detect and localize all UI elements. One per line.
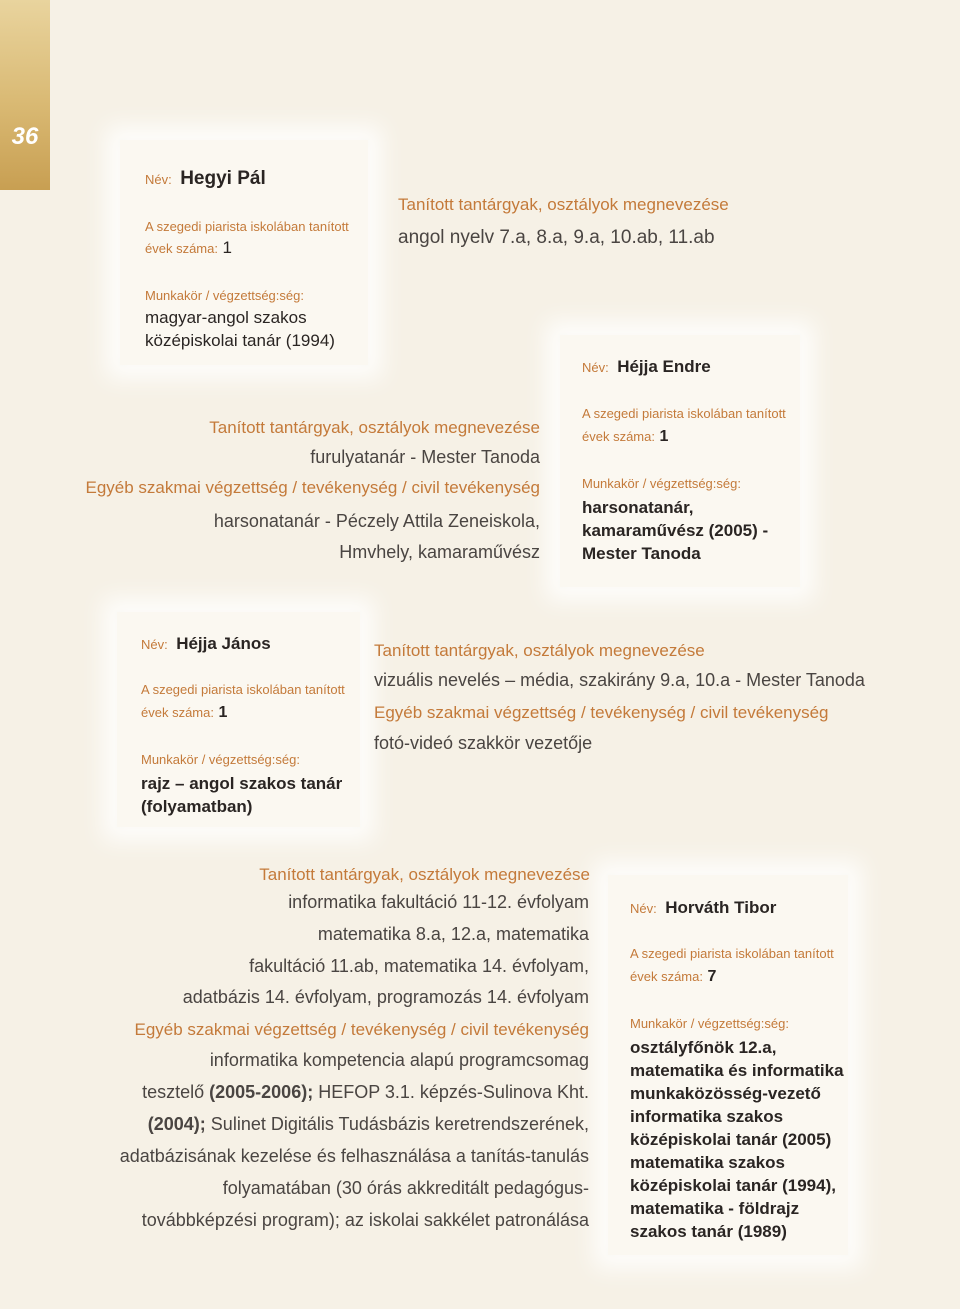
- position-line: Mester Tanoda: [582, 544, 701, 563]
- years-value: 1: [218, 704, 228, 721]
- years-row: [141, 704, 227, 722]
- name-label: Név:: [582, 360, 609, 375]
- position-line: informatika szakos: [630, 1107, 784, 1126]
- subjects-line: vizuális nevelés – média, szakirány 9.a, 10.a - Mester Tanoda: [374, 670, 865, 690]
- position-line: kamaraművész (2005) -: [582, 521, 769, 540]
- name-label: Név:: [630, 901, 657, 916]
- years-label-line1: A szegedi piarista iskolában tanított: [582, 406, 786, 421]
- other-line: [148, 1114, 589, 1135]
- years-label-line1: A szegedi piarista iskolában tanított: [145, 219, 349, 234]
- position-label: Munkakör / végzettség:ség:: [145, 288, 304, 303]
- years-value: 1: [659, 428, 669, 445]
- other-text: HEFOP 3.1. képzés-Sulinova Kht.: [313, 1082, 589, 1102]
- other-line: [142, 1082, 589, 1103]
- teacher-name: Hegyi Pál: [180, 168, 266, 189]
- other-line: fotó-videó szakkör vezetője: [374, 733, 593, 753]
- position-line: szakos tanár (1989): [630, 1222, 787, 1241]
- teacher-name: Horváth Tibor: [665, 898, 777, 917]
- position-line: középiskolai tanár (2005): [630, 1130, 832, 1149]
- other-text: Sulinet Digitális Tudásbázis keretrendszerének,: [205, 1114, 589, 1134]
- other-line: adatbázisának kezelése és felhasználása a tanítás-tanulás: [119, 1146, 589, 1166]
- years-label-line1: A szegedi piarista iskolában tanított: [630, 946, 834, 961]
- years-row: [582, 428, 668, 446]
- subjects-line: angol nyelv 7.a, 8.a, 9.a, 10.ab, 11.ab: [398, 227, 715, 248]
- position-label: Munkakör / végzettség:ség:: [582, 476, 741, 491]
- position-label: Munkakör / végzettség:ség:: [630, 1016, 789, 1031]
- other-line: informatika kompetencia alapú programcsomag: [209, 1050, 589, 1070]
- position-line: matematika és informatika: [630, 1061, 844, 1080]
- page-number: 36: [11, 123, 39, 150]
- position-line: matematika szakos: [630, 1153, 785, 1172]
- other-heading: Egyéb szakmai végzettség / tevékenység / civil tevékenység: [134, 1020, 589, 1039]
- name-label: Név:: [145, 172, 172, 187]
- subjects-heading: Tanított tantárgyak, osztályok megnevezése: [209, 418, 540, 437]
- position-line: osztályfőnök 12.a,: [630, 1038, 777, 1057]
- years-label-line1: A szegedi piarista iskolában tanított: [141, 682, 345, 697]
- name-row: [145, 168, 266, 190]
- name-row: [582, 357, 711, 377]
- years-row: [630, 968, 716, 986]
- years-label-line2: évek száma:: [582, 429, 655, 444]
- other-heading: Egyéb szakmai végzettség / tevékenység / civil tevékenység: [85, 478, 540, 497]
- position-line: munkaközösség-vezető: [630, 1084, 821, 1103]
- subjects-heading: Tanított tantárgyak, osztályok megnevezése: [259, 865, 590, 884]
- subjects-line: matematika 8.a, 12.a, matematika: [317, 924, 589, 944]
- years-label-line2: évek száma:: [141, 705, 214, 720]
- other-heading: Egyéb szakmai végzettség / tevékenység / civil tevékenység: [374, 703, 829, 722]
- name-label: Név:: [141, 637, 168, 652]
- position-line: matematika - földrajz: [630, 1199, 800, 1218]
- years-row: [145, 238, 232, 258]
- other-text: tesztelő: [142, 1082, 210, 1102]
- other-line: harsonatanár - Péczely Attila Zeneiskola,: [213, 511, 540, 531]
- years-label-line2: évek száma:: [630, 969, 703, 984]
- name-row: [141, 634, 271, 654]
- other-line: Hmvhely, kamaraművész: [339, 542, 540, 562]
- name-row: [630, 898, 776, 918]
- subjects-heading: Tanított tantárgyak, osztályok megnevezése: [374, 641, 705, 660]
- subjects-line: adatbázis 14. évfolyam, programozás 14. évfolyam: [182, 987, 589, 1007]
- position-line: harsonatanár,: [582, 498, 694, 517]
- subjects-line: informatika fakultáció 11-12. évfolyam: [288, 892, 589, 912]
- position-line: (folyamatban): [141, 797, 253, 816]
- position-line: középiskolai tanár (1994): [145, 331, 335, 350]
- years-value: 1: [222, 238, 232, 257]
- subjects-heading: Tanított tantárgyak, osztályok megnevezése: [398, 195, 729, 214]
- position-line: rajz – angol szakos tanár: [141, 774, 343, 793]
- other-line: továbbképzési program); az iskolai sakkélet patronálása: [141, 1210, 589, 1230]
- other-text-bold: (2004);: [147, 1114, 206, 1134]
- years-label-line2: évek száma:: [145, 241, 218, 256]
- teacher-name: Héjja János: [176, 634, 271, 653]
- other-line: folyamatában (30 órás akkreditált pedagógus-: [222, 1178, 589, 1198]
- other-text-bold: (2005-2006);: [209, 1082, 314, 1102]
- position-label: Munkakör / végzettség:ség:: [141, 752, 300, 767]
- position-line: középiskolai tanár (1994),: [630, 1176, 836, 1195]
- subjects-line: fakultáció 11.ab, matematika 14. évfolyam,: [249, 956, 589, 976]
- page-tab: [0, 0, 50, 190]
- subjects-line: furulyatanár - Mester Tanoda: [310, 447, 540, 467]
- position-line: magyar-angol szakos: [145, 308, 307, 327]
- teacher-name: Héjja Endre: [617, 357, 711, 376]
- years-value: 7: [707, 968, 717, 985]
